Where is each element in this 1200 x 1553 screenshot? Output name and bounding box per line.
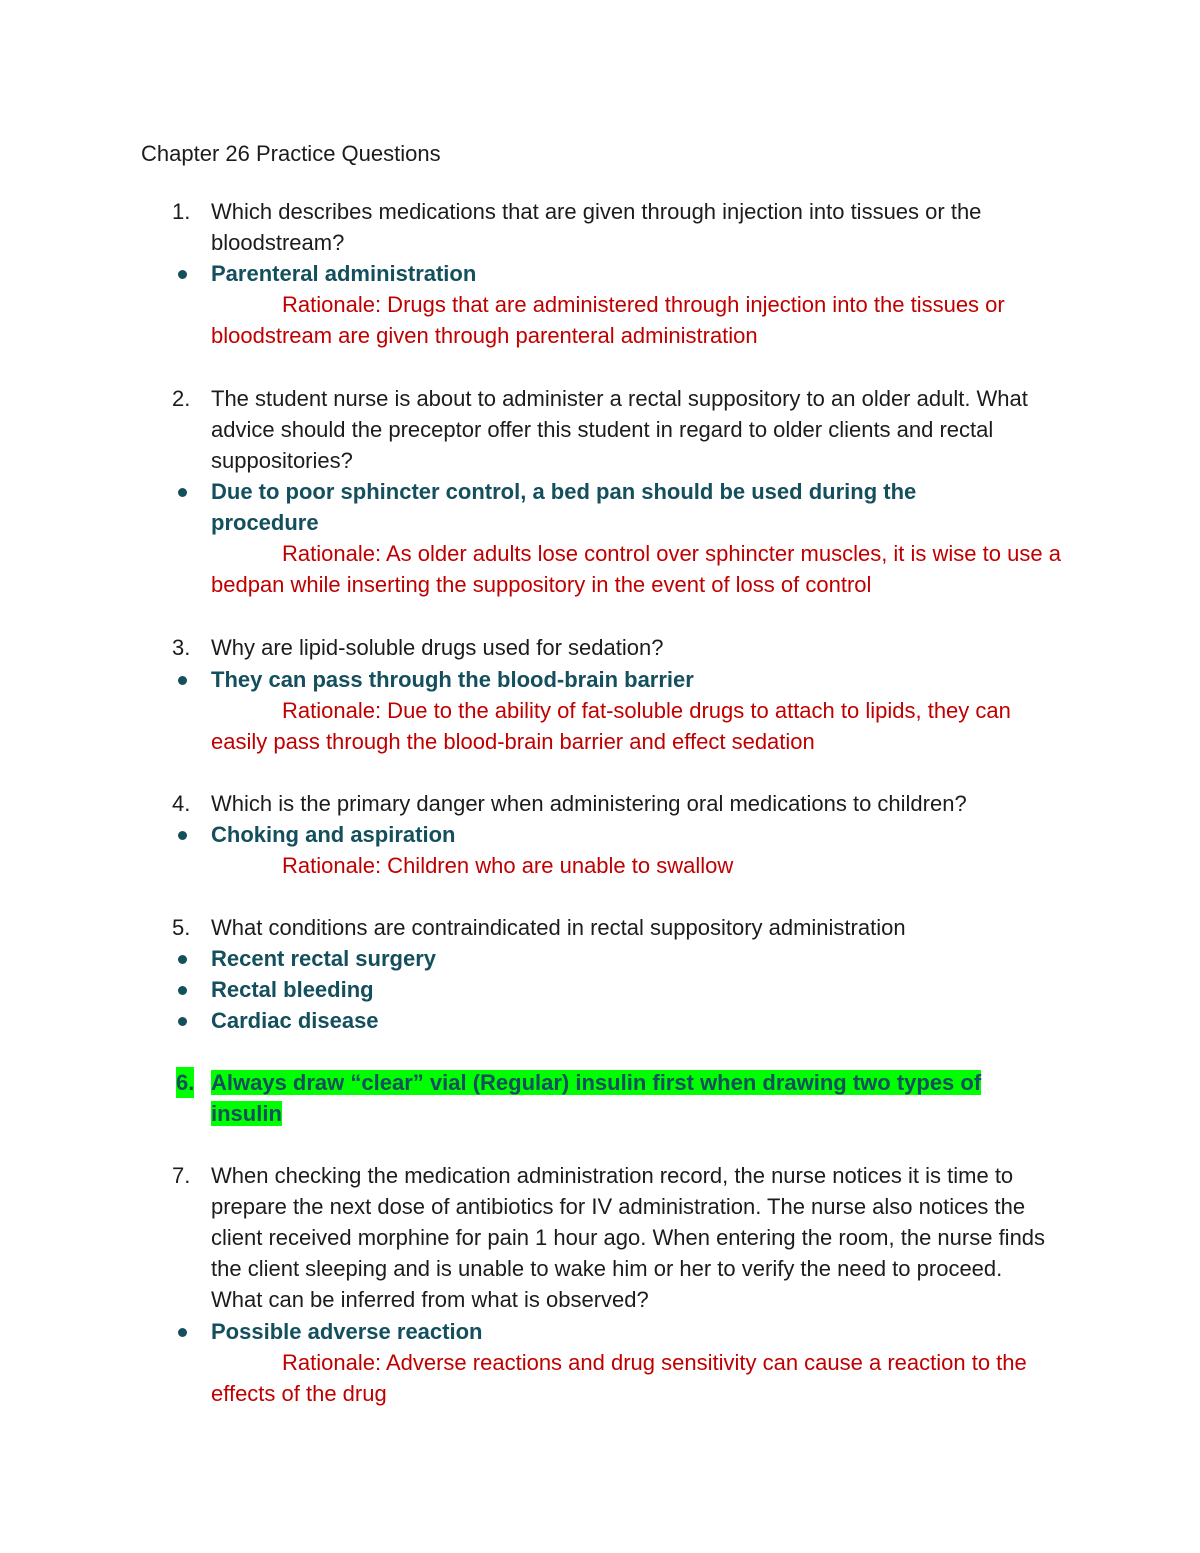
highlighted-note <box>211 1067 1041 1129</box>
answer-text: Due to poor sphincter control, a bed pan should be used during the procedure <box>211 479 917 535</box>
answer-text: Rectal bleeding <box>211 977 374 1002</box>
question-text: The student nurse is about to administer a rectal suppository to an older adult. What advice should the preceptor offer this student in regard to older clients and rectal suppositories? <box>211 386 1028 473</box>
answer-text: They can pass through the blood-brain barrier <box>211 667 694 692</box>
question-text: Why are lipid-soluble drugs used for sedation? <box>211 635 664 660</box>
question-number: 2. <box>172 386 191 411</box>
question-text: When checking the medication administration record, the nurse notices it is time to prepare the next dose of antibiotics for IV administration. The nurse also notices the client received morphine for pain 1 hour ago. When entering the room, the nurse finds the client sleeping and is unable to wake him or her to verify the need to proceed. What can be inferred from what is observed? <box>211 1163 1046 1312</box>
bullet-icon <box>178 1328 187 1337</box>
answer-text: Cardiac disease <box>211 1008 379 1033</box>
answer-text: Recent rectal surgery <box>211 946 436 971</box>
bullet-icon <box>178 488 187 497</box>
answer-text: Possible adverse reaction <box>211 1319 483 1344</box>
bullet-icon <box>178 270 187 279</box>
question-number: 6. <box>176 1067 194 1098</box>
rationale-text: Rationale: Adverse reactions and drug sensitivity can cause a reaction to the effects of the drug <box>211 1350 1027 1406</box>
question-number: 1. <box>172 199 191 224</box>
bullet-icon <box>178 986 187 995</box>
question-text: Which describes medications that are given through injection into tissues or the bloodstream? <box>211 199 982 255</box>
rationale-text: Rationale: As older adults lose control over sphincter muscles, it is wise to use a bedpan while inserting the suppository in the event of loss of control <box>211 541 1061 597</box>
bullet-icon <box>178 831 187 840</box>
highlighted-text: Always draw “clear” vial (Regular) insulin first when drawing two types of insulin <box>211 1070 982 1126</box>
answer-text: Choking and aspiration <box>211 822 456 847</box>
bullet-icon <box>178 1017 187 1026</box>
question-number: 4. <box>172 791 191 816</box>
question-number: 5. <box>172 915 191 940</box>
rationale-text: Rationale: Due to the ability of fat-soluble drugs to attach to lipids, they can easily pass through the blood-brain barrier and effect sedation <box>211 698 1011 754</box>
question-text: What conditions are contraindicated in rectal suppository administration <box>211 915 906 940</box>
bullet-icon <box>178 676 187 685</box>
rationale-text: Rationale: Children who are unable to swallow <box>282 853 734 878</box>
question-number: 7. <box>172 1163 191 1188</box>
rationale-text: Rationale: Drugs that are administered through injection into the tissues or bloodstream are given through parenteral administration <box>211 292 1005 348</box>
answer-text: Parenteral administration <box>211 261 477 286</box>
question-text: Which is the primary danger when administering oral medications to children? <box>211 791 967 816</box>
document-title: Chapter 26 Practice Questions <box>141 141 441 166</box>
bullet-icon <box>178 955 187 964</box>
question-number: 3. <box>172 635 191 660</box>
